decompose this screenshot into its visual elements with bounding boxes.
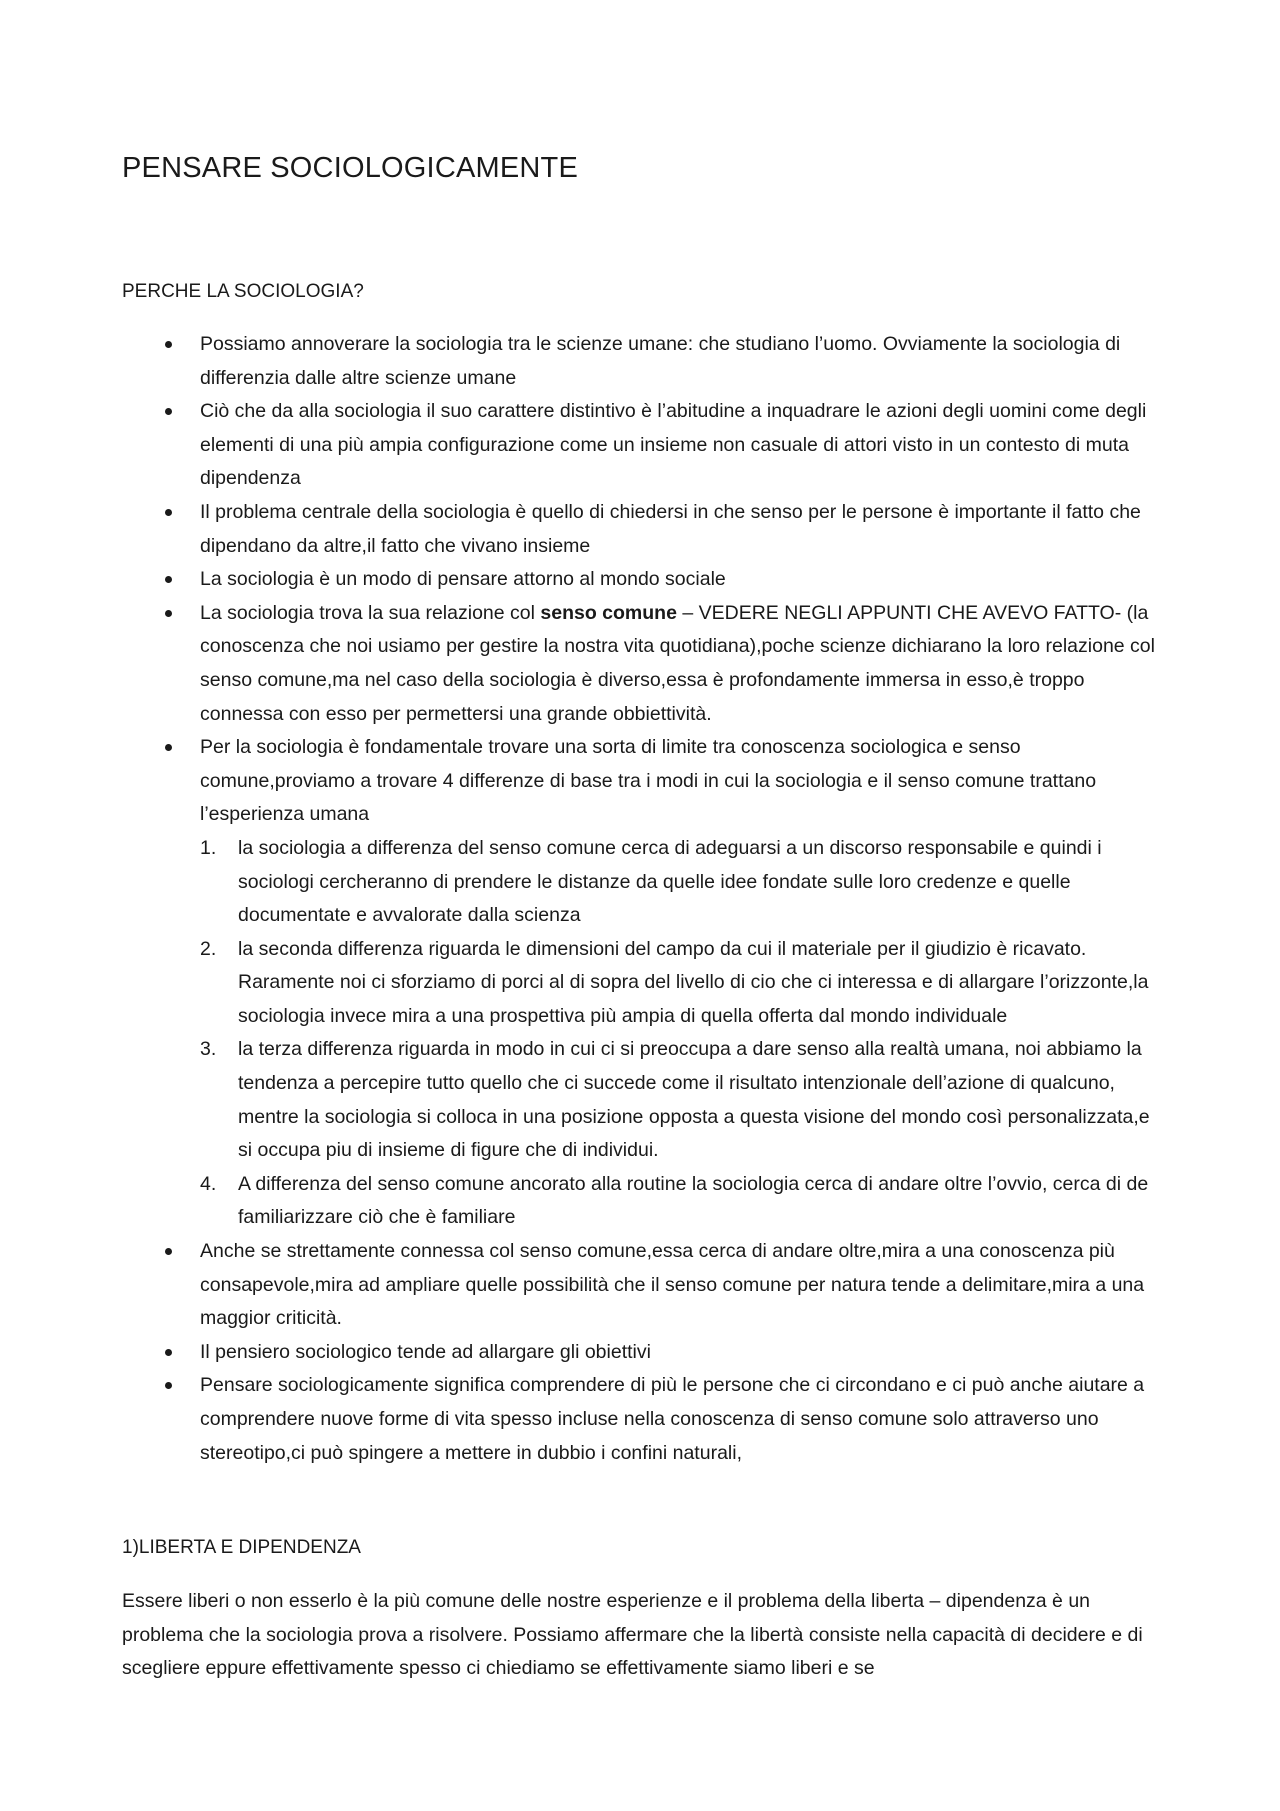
- bullet-item: Il problema centrale della sociologia è quello di chiedersi in che senso per le persone è importante il fatto che dipendano da altre,il fatto che vivano insieme: [122, 496, 1162, 563]
- item-text: la terza differenza riguarda in modo in cui ci si preoccupa a dare senso alla realtà umana, noi abbiamo la tendenza a percepire tutto quello che ci succede come il risultato intenzionale dell’azione di qualcuno, mentre la sociologia si colloca in una posizione opposta a questa visione del mondo così personalizzata,e si occupa piu di insieme di figure che di individui.: [238, 1038, 1150, 1162]
- bullet-text: La sociologia trova la sua relazione col: [200, 601, 541, 624]
- item-number: 1.: [200, 836, 217, 859]
- bullet-list: [122, 328, 1162, 1470]
- bullet-text: Per la sociologia è fondamentale trovare una sorta di limite tra conoscenza sociologica e senso comune,proviamo a trovare 4 differenze di base tra i modi in cui la sociologia e il senso comune trattano l’esperienza umana: [200, 736, 1097, 826]
- bold-term: senso comune: [540, 601, 677, 624]
- bullet-item: La sociologia è un modo di pensare attorno al mondo sociale: [122, 563, 1162, 597]
- numbered-item: [122, 1033, 1162, 1167]
- item-text: la seconda differenza riguarda le dimensioni del campo da cui il materiale per il giudizio è ricavato. Raramente noi ci sforziamo di porci al di sopra del livello di cio che ci interessa e di allargare l’orizzonte,la sociologia invece mira a una prospettiva più ampia di quella offerta dal mondo individuale: [238, 937, 1149, 1027]
- item-number: 2.: [200, 937, 217, 960]
- bullet-item: Pensare sociologicamente significa comprendere di più le persone che ci circondano e ci può anche aiutare a comprendere nuove forme di vita spesso incluse nella conoscenza di senso comune solo attraverso uno stereotipo,ci può spingere a mettere in dubbio i confini naturali,: [122, 1369, 1162, 1470]
- body-paragraph: Essere liberi o non esserlo è la più comune delle nostre esperienze e il problema della liberta – dipendenza è un problema che la sociologia prova a risolvere. Possiamo affermare che la libertà consiste nella capacità di decidere e di scegliere eppure effettivamente spesso ci chiediamo se effettivamente siamo liberi e se: [122, 1590, 1143, 1680]
- section-heading-liberta-e-dipendenza: 1)LIBERTA E DIPENDENZA: [122, 1537, 361, 1558]
- numbered-item: [122, 1168, 1162, 1235]
- bullet-item: Anche se strettamente connessa col senso comune,essa cerca di andare oltre,mira a una conoscenza più consapevole,mira ad ampliare quelle possibilità che il senso comune per natura tende a delimitare,mira a una maggior criticità.: [122, 1235, 1162, 1336]
- item-number: 3.: [200, 1038, 217, 1061]
- numbered-list: [200, 832, 1162, 1235]
- bullet-item-senso-comune: [122, 597, 1162, 731]
- item-number: 4.: [200, 1172, 217, 1195]
- bullet-item: Ciò che da alla sociologia il suo carattere distintivo è l’abitudine a inquadrare le azioni degli uomini come degli elementi di una più ampia configurazione come un insieme non casuale di attori visto in un contesto di muta dipendenza: [122, 395, 1162, 496]
- bullet-item-differenze: [122, 731, 1162, 1235]
- item-text: la sociologia a differenza del senso comune cerca di adeguarsi a un discorso responsabile e quindi i sociologi cercheranno di prendere le distanze da quelle idee fondate sulle loro credenze e quelle documentate e avvalorate dalla scienza: [238, 836, 1102, 927]
- document-title: PENSARE SOCIOLOGICAMENTE: [122, 152, 578, 184]
- bullet-item: Il pensiero sociologico tende ad allargare gli obiettivi: [122, 1336, 1162, 1370]
- section-heading-perche-la-sociologia: PERCHE LA SOCIOLOGIA?: [122, 281, 364, 302]
- bullet-item: Possiamo annoverare la sociologia tra le scienze umane: che studiano l’uomo. Ovviamente la sociologia di differenzia dalle altre scienze umane: [122, 328, 1162, 395]
- numbered-item: [122, 832, 1162, 933]
- numbered-item: [122, 933, 1162, 1034]
- bullet-text: – VEDERE NEGLI APPUNTI CHE AVEVO FATTO- (la conoscenza che noi usiamo per gestire la nostra vita quotidiana),poche scienze dichiarano la loro relazione col senso comune,ma nel caso della sociologia è diverso,essa è profondamente immersa in esso,è troppo connessa con esso per permettersi una grande obbiettività.: [200, 601, 1155, 725]
- item-text: A differenza del senso comune ancorato alla routine la sociologia cerca di andare oltre l’ovvio, cerca di de familiarizzare ciò che è familiare: [238, 1172, 1149, 1229]
